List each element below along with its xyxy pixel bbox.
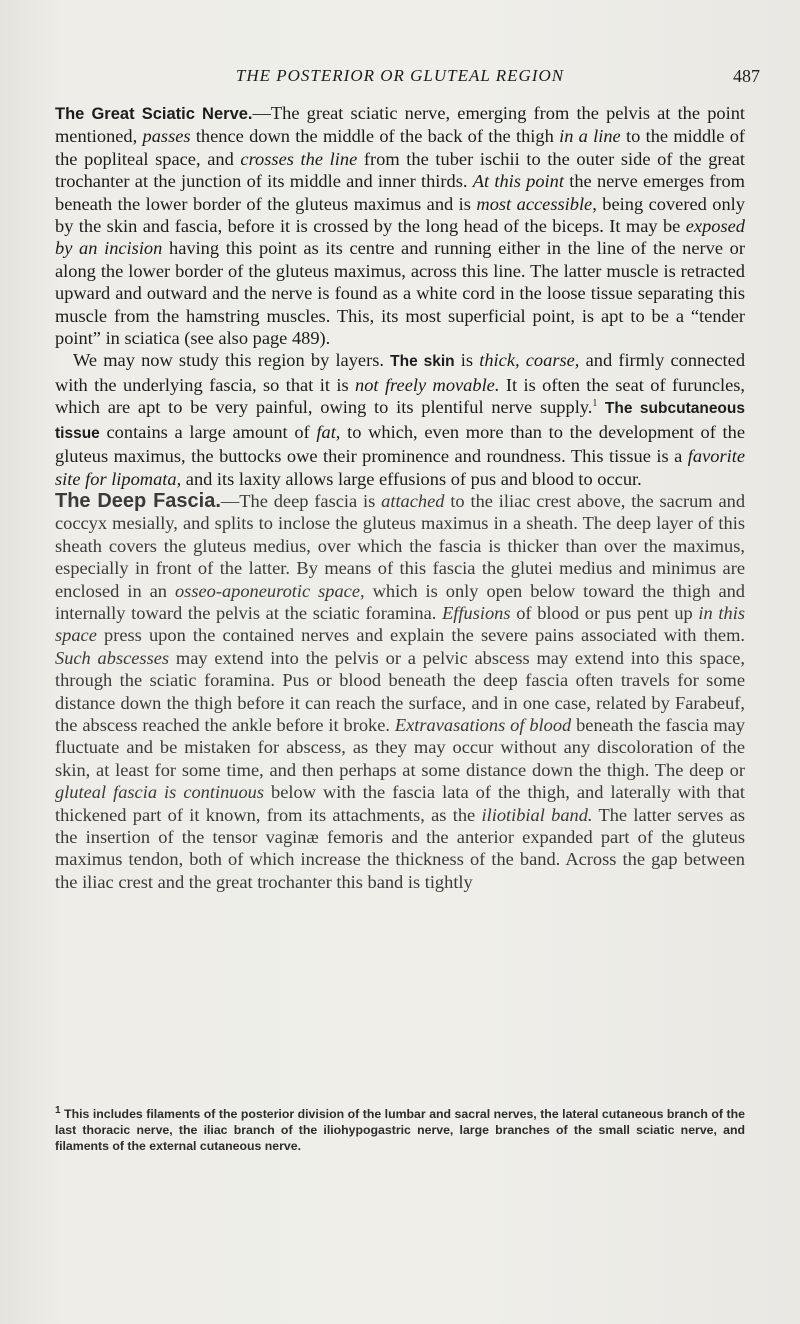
text-run: below with the fascia lata of the thigh, and laterally with that thickened part of it known, from its attachments, as the [55,782,745,825]
text-run: The latter serves as the insertion of the tensor vaginæ femoris and the anterior expanded part of the gluteus maximus tendon, both of which increase the thickness of the band. Across the gap between the iliac crest and the great trochanter this band is tightly [55,804,745,892]
text-run: —The deep fascia is [220,490,382,511]
emphasis: exposed by an incision [55,216,745,259]
text-run: thence down the middle of the back of the thigh [190,126,560,147]
text-run: of blood or pus pent up [510,602,699,623]
emphasis: osseo-aponeurotic space, [174,580,365,601]
text-run: press upon the contained nerves and explain the severe pains associated with them. [96,625,745,646]
emphasis: Effusions [442,602,511,623]
inline-heading-subcutaneous-tissue: The subcutaneous tissue [55,400,745,442]
emphasis: attached [381,490,445,511]
text-run: and its laxity allows large effusions of pus and blood to occur. [181,468,642,489]
emphasis: crosses the line [240,148,358,169]
emphasis: not freely movable. [355,374,500,395]
emphasis: passes [142,126,191,147]
text-run: and firmly connected with the underlying fascia, so that it is [55,350,746,395]
text-run: to which, even more than to the development of the gluteus maximus, the buttocks owe their prominence and roundness. This tissue is a [55,421,745,467]
section-heading-great-sciatic-nerve: The Great Sciatic Nerve. [55,105,253,123]
page-number: 487 [733,66,760,86]
footnote-marker: 1 [55,1104,61,1116]
emphasis: Such abscesses [55,647,170,668]
text-run: from the tuber ischii to the outer side of the great trochanter at the junction of its middle and inner thirds. [55,148,745,192]
emphasis: in this space [55,602,745,646]
emphasis: in a line [559,126,621,147]
running-head [40,66,760,92]
text-run: contains a large amount of [99,421,317,442]
running-title: THE POSTERIOR OR GLUTEAL REGION [235,66,565,85]
emphasis: most accessible, [476,193,597,214]
text-run: is [454,350,480,371]
emphasis: gluteal fascia is continuous [55,782,265,803]
emphasis: favorite site for lipomata, [55,446,745,489]
emphasis: fat, [316,421,341,442]
text-run: to the iliac crest above, the sacrum and coccyx mesially, and splits to inclose the gluteus maximus in a sheath. The deep layer of this sheath covers the gluteus medius, over which the fascia is thicker than over the maximus, especially in front of the latter. By means of this fascia the glutei medius and minimus are enclosed in an [55,490,746,601]
text-run: beneath the fascia may fluctuate and be mistaken for abscess, as they may occur without any discoloration of the skin, at least for some time, and then perhaps at some distance down the thigh. The deep or [55,714,745,780]
text-run: the nerve emerges from beneath the lower border of the gluteus maximus and is [55,171,745,214]
text-run: We may now study this region by layers. [73,350,391,371]
text-run: may extend into the pelvis or a pelvic abscess may extend into this space, through the sciatic foramina. Pus or blood beneath the deep fascia often travels for some distance down the thigh before it can reach the surface, and in one case, related by Farabeuf, the abscess reached the ankle before it broke. [55,647,745,735]
body-text [55,102,745,893]
text-run: It is often the seat of furuncles, which are apt to be very painful, owing to its plentiful nerve supply. [55,374,746,418]
text-run: having this point as its centre and running either in the line of the nerve or along the lower border of the gluteus maximus, across this line. The latter muscle is retracted upward and outward and the nerve is found as a white cord in the loose tissue separating this muscle from the hamstring muscles. This, its most superficial point, is apt to be a “tender point” in sciatica (see also page 489). [55,238,745,349]
inline-heading-skin: The skin [390,353,455,371]
emphasis: thick, coarse, [479,350,580,371]
footnote-text: This includes filaments of the posterior division of the lumbar and sacral nerves, the lateral cutaneous branch of the last thoracic nerve, the iliac branch of the iliohypogastric nerve, large branches of the small sciatic nerve, and filaments of the external cutaneous nerve. [55,1107,745,1153]
footnote [55,1106,745,1154]
text-run: to the middle of the popliteal space, and [55,126,746,169]
emphasis: Extravasations of blood [394,714,572,735]
paragraph-layers [55,349,745,489]
footnote-reference[interactable]: 1 [592,398,598,410]
emphasis: At this point [472,171,564,192]
section-heading-deep-fascia: The Deep Fascia. [55,489,221,512]
text-run: which is only open below toward the thigh and internally toward the pelvis at the sciatic foramina. [55,580,745,623]
paragraph-great-sciatic-nerve [55,102,745,349]
paragraph-deep-fascia [55,490,745,893]
text-run: —The great sciatic nerve, emerging from the pelvis at the point mentioned, [55,103,746,147]
emphasis: iliotibial band. [481,804,593,825]
text-run: being covered only by the skin and fascia, before it is crossed by the long head of the biceps. It may be [55,193,745,237]
